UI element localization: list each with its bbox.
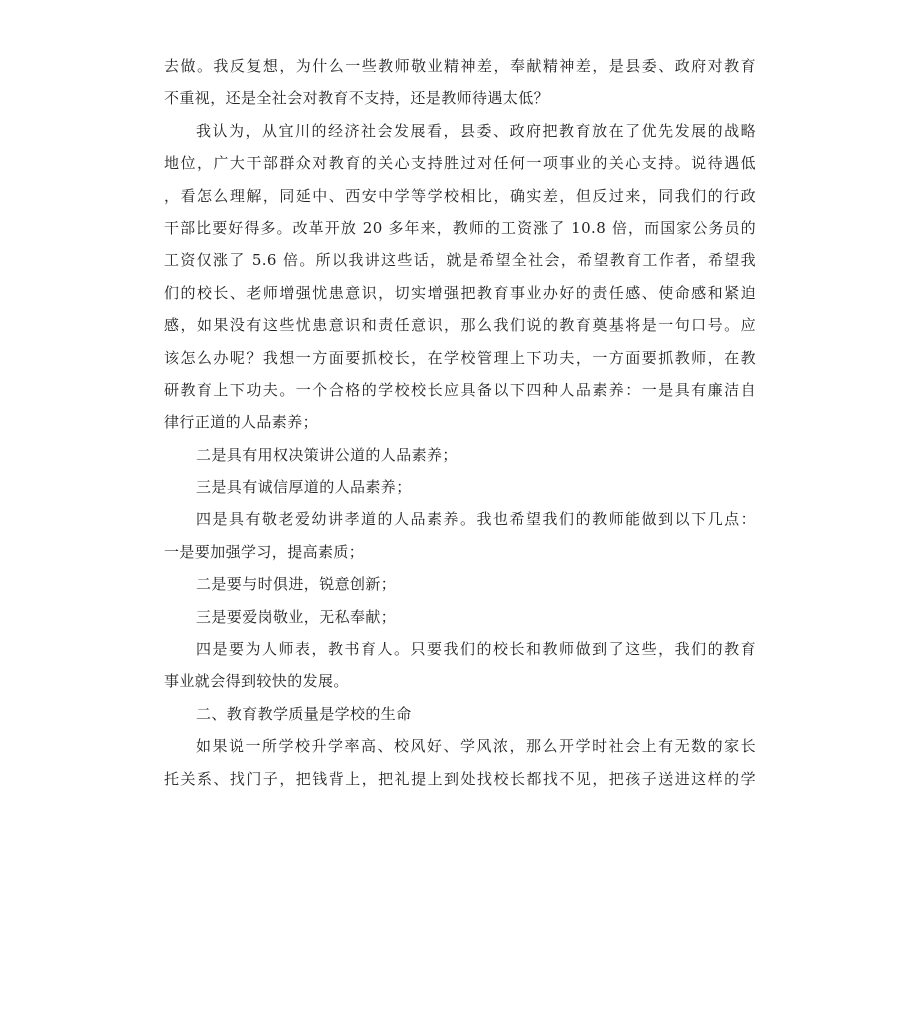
text-line: 工资仅涨了 5.6 倍。所以我讲这些话，就是希望全社会，希望教育工作者，希望我 — [164, 251, 756, 270]
text-line: 不重视，还是全社会对教育不支持，还是教师待遇太低？ — [164, 89, 550, 108]
text-line: 三是具有诚信厚道的人品素养； — [196, 478, 412, 497]
text-line: 去做。我反复想，为什么一些教师敬业精神差，奉献精神差，是县委、政府对教育 — [164, 57, 756, 75]
text-line: 如果说一所学校升学率高、校风好、学风浓，那么开学时社会上有无数的家长 — [196, 737, 756, 756]
text-line: 我认为，从宜川的经济社会发展看，县委、政府把教育放在了优先发展的战略 — [196, 121, 756, 140]
text-line: 事业就会得到较快的发展。 — [164, 672, 349, 691]
text-line: 该怎么办呢？我想一方面要抓校长，在学校管理上下功夫，一方面要抓教师，在教 — [164, 348, 756, 367]
text-line: 四是具有敬老爱幼讲孝道的人品素养。我也希望我们的教师能做到以下几点： — [196, 510, 756, 529]
text-line: 研教育上下功夫。一个合格的学校校长应具备以下四种人品素养：一是具有廉洁自 — [164, 380, 756, 399]
text-line: 干部比要好得多。改革开放 20 多年来，教师的工资涨了 10.8 倍，而国家公务员的 — [164, 218, 756, 237]
text-line: 二是具有用权决策讲公道的人品素养； — [196, 445, 458, 464]
text-line: 们的校长、老师增强忧患意识，切实增强把教育事业办好的责任感、使命感和紧迫 — [164, 283, 756, 302]
section-heading: 二、教育教学质量是学校的生命 — [196, 704, 412, 723]
text-line: 地位，广大干部群众对教育的关心支持胜过对任何一项事业的关心支持。说待遇低 — [164, 154, 756, 173]
text-line: 律行正道的人品素养； — [164, 413, 319, 432]
text-line: 四是要为人师表，教书育人。只要我们的校长和教师做到了这些，我们的教育 — [196, 640, 756, 659]
text-line: ，看怎么理解，同延中、西安中学等学校相比，确实差，但反过来，同我们的行政 — [164, 186, 756, 205]
text-line: 三是要爱岗敬业，无私奉献； — [196, 607, 397, 626]
document-page — [164, 50, 756, 795]
text-line: 二是要与时俱进，锐意创新； — [196, 575, 397, 594]
text-line: 一是要加强学习，提高素质； — [164, 542, 365, 561]
text-line: 感，如果没有这些忧患意识和责任意识，那么我们说的教育奠基将是一句口号。应 — [164, 316, 756, 335]
text-line: 托关系、找门子，把钱背上，把礼提上到处找校长都找不见，把孩子送进这样的学 — [164, 769, 756, 788]
